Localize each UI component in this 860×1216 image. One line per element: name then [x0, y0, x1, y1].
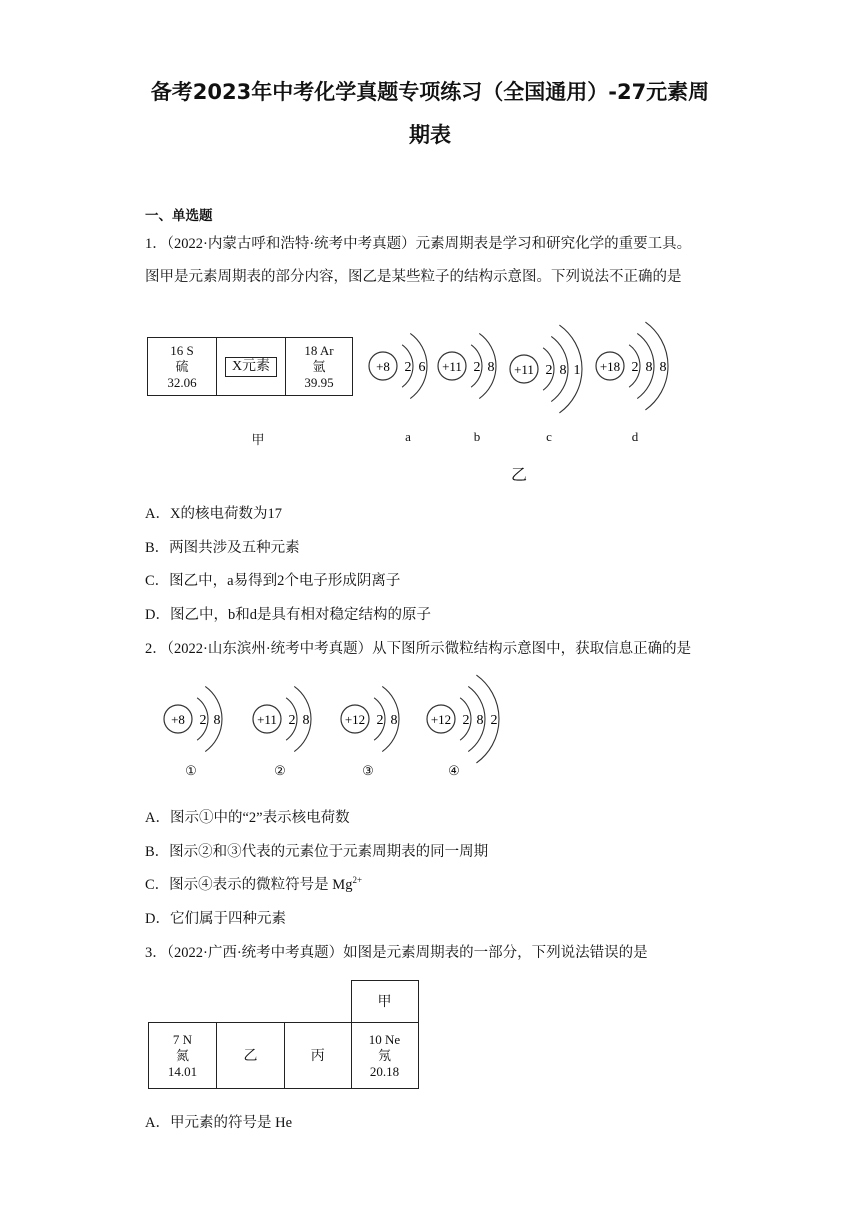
q1-stem-line2: 图甲是元素周期表的部分内容，图乙是某些粒子的结构示意图。下列说法不正确的是 [145, 269, 682, 285]
nucleus-charge: +12 [430, 712, 452, 727]
atom-diagram [594, 306, 704, 431]
electron-count: 2 [404, 360, 412, 375]
q3-periodic-table [148, 980, 419, 1089]
document-title-line2: 期表 [409, 123, 451, 147]
electron-count: 2 [631, 360, 639, 375]
electron-count: 2 [288, 713, 296, 728]
atom-label: c [546, 429, 552, 444]
q2-option-a: A．图示①中的“2”表示核电荷数 [145, 810, 350, 826]
q1-option-a: A．X的核电荷数为17 [145, 506, 282, 522]
electron-count: 8 [487, 360, 495, 375]
nucleus-charge: +8 [376, 359, 390, 374]
q3-stem: 3．（2022·广西·统考中考真题）如图是元素周期表的一部分，下列说法错误的是 [145, 945, 648, 961]
electron-count: 8 [645, 360, 653, 375]
electron-count: 8 [476, 713, 484, 728]
nucleus-charge: +11 [514, 362, 534, 377]
atom-label: ④ [448, 763, 460, 778]
q1-fig-label-yi: 乙 [510, 465, 527, 484]
electron-count: 6 [418, 360, 426, 375]
q1-option-b: B．两图共涉及五种元素 [145, 540, 300, 556]
electron-count: 2 [473, 360, 481, 375]
q3-cell-nitrogen: 7 N 氮 14.01 [149, 1023, 217, 1089]
q1-cell-argon: 18 Ar 氩 39.95 [286, 338, 353, 396]
electron-count: 2 [376, 713, 384, 728]
q1-option-c: C．图乙中，a易得到2个电子形成阴离子 [145, 573, 401, 589]
q2-option-c: C．图示④表示的微粒符号是 $Mg^{2+}$ [145, 875, 363, 893]
atom-label: ① [185, 763, 197, 778]
q3-cell-jia: 甲 [351, 981, 418, 1023]
atom-label: d [631, 429, 639, 444]
atom-label: a [405, 429, 411, 444]
atom-label: ③ [362, 763, 374, 778]
atom-label: b [473, 429, 481, 444]
q3-cell-neon: 10 Ne 氖 20.18 [351, 1023, 418, 1089]
q2-option-b: B．图示②和③代表的元素位于元素周期表的同一周期 [145, 844, 489, 860]
electron-count: 8 [302, 713, 310, 728]
q3-option-a: A．甲元素的符号是 He [145, 1115, 293, 1131]
q3-cell-yi: 乙 [217, 1023, 285, 1089]
nucleus-charge: +11 [442, 359, 462, 374]
electron-count: 2 [545, 363, 553, 378]
q1-option-d: D．图乙中，b和d是具有相对稳定结构的原子 [145, 607, 431, 623]
electron-count: 8 [213, 713, 221, 728]
electron-count: 8 [659, 360, 667, 375]
q1-periodic-table [147, 337, 353, 396]
q3-cell-bing: 丙 [285, 1023, 352, 1089]
q2-stem: 2．（2022·山东滨州·统考中考真题）从下图所示微粒结构示意图中，获取信息正确的是 [145, 641, 692, 657]
x-element-label: X元素 [225, 357, 277, 377]
electron-count: 8 [559, 363, 567, 378]
q1-fig-label-jia: 甲 [251, 433, 265, 448]
electron-count: 2 [199, 713, 207, 728]
section-heading: 一、单选题 [145, 208, 213, 224]
nucleus-charge: +12 [344, 712, 366, 727]
q1-stem-line1: 1．（2022·内蒙古呼和浩特·统考中考真题）元素周期表是学习和研究化学的重要工具。 [145, 236, 692, 252]
atom-label: ② [274, 763, 286, 778]
electron-count: 1 [573, 363, 581, 378]
electron-count: 2 [490, 713, 498, 728]
nucleus-charge: +8 [171, 712, 185, 727]
electron-count: 2 [462, 713, 470, 728]
nucleus-charge: +11 [257, 712, 277, 727]
q2-option-d: D．它们属于四种元素 [145, 911, 286, 927]
q1-cell-x [217, 338, 286, 396]
q1-cell-sulfur: 16 S 硫 32.06 [148, 338, 217, 396]
document-title-line1: 备考2023年中考化学真题专项练习（全国通用）-27元素周 [150, 80, 710, 104]
electron-count: 8 [390, 713, 398, 728]
nucleus-charge: +18 [599, 359, 621, 374]
